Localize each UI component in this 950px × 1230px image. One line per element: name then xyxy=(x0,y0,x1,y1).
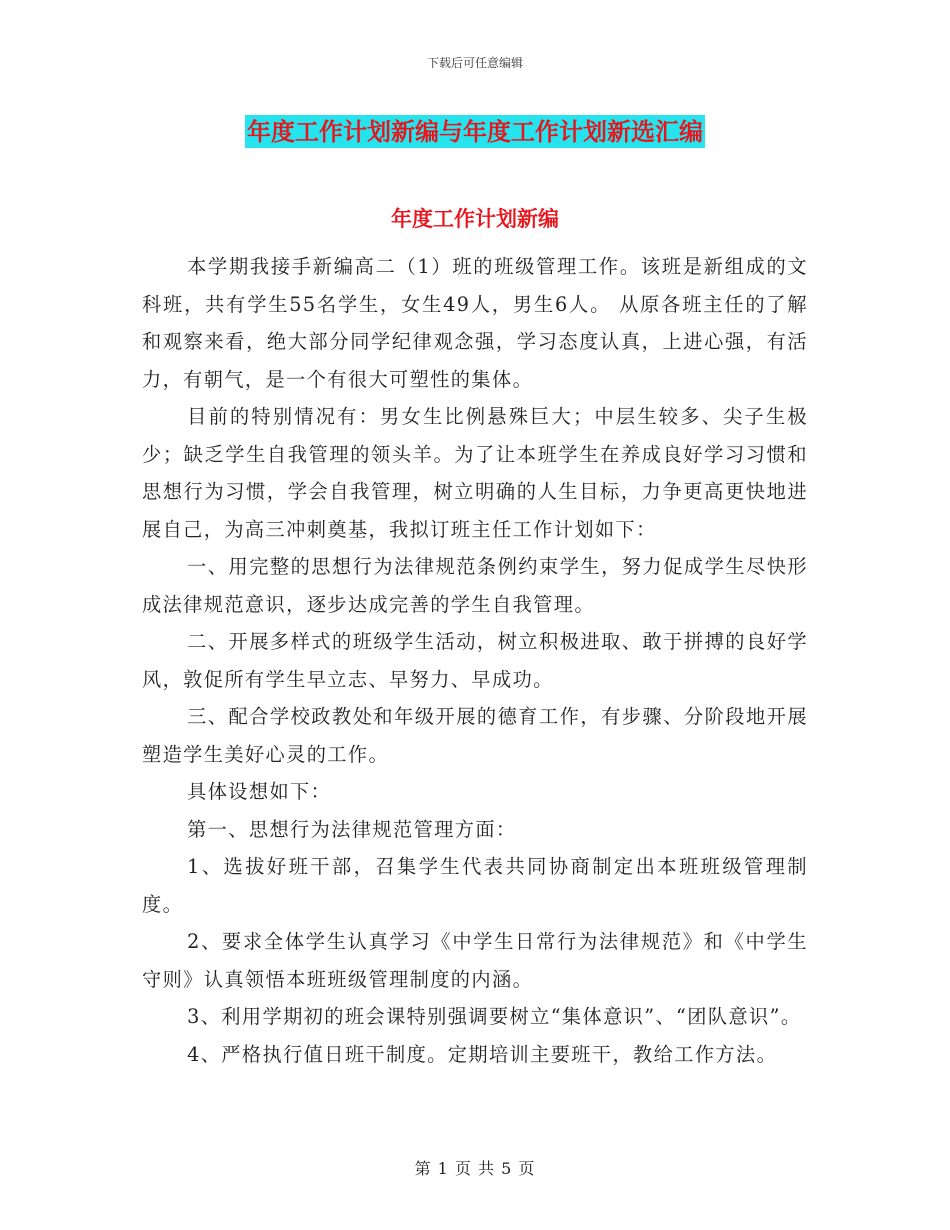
paragraph: 二、开展多样式的班级学生活动，树立积极进取、敢于拼搏的良好学风，敦促所有学生早立志、早努力、早成功。 xyxy=(142,630,808,691)
paragraph: 本学期我接手新编高二（1）班的班级管理工作。该班是新组成的文科班，共有学生55名学生，女生49人，男生6人。 从原各班主任的了解和观察来看，绝大部分同学纪律观念强，学习态度认真，上进心强，有活力，有朝气，是一个有很大可塑性的集体。 xyxy=(142,255,808,391)
paragraph: 1、选拔好班干部，召集学生代表共同协商制定出本班班级管理制度。 xyxy=(142,855,808,916)
page-footer: 第 1 页 共 5 页 xyxy=(414,1159,536,1178)
paragraph: 3、利用学期初的班会课特别强调要树立“集体意识”、“团队意识”。 xyxy=(187,1005,802,1028)
paragraph: 2、要求全体学生认真学习《中学生日常行为法律规范》和《中学生守则》认真领悟本班班级管理制度的内涵。 xyxy=(142,930,808,991)
paragraph: 4、严格执行值日班干制度。定期培训主要班干，教给工作方法。 xyxy=(187,1042,778,1066)
document-title-text: 年度工作计划新编与年度工作计划新选汇编 xyxy=(247,117,703,146)
paragraph: 一、用完整的思想行为法律规范条例约束学生，努力促成学生尽快形成法律规范意识，逐步达成完善的学生自我管理。 xyxy=(142,555,808,616)
paragraph: 三、配合学校政教处和年级开展的德育工作，有步骤、分阶段地开展塑造学生美好心灵的工作。 xyxy=(142,705,808,766)
paragraph: 第一、思想行为法律规范管理方面： xyxy=(187,817,517,841)
header-note: 下载后可任意编辑 xyxy=(426,56,523,70)
paragraph: 具体设想如下： xyxy=(187,780,332,803)
section-title: 年度工作计划新编 xyxy=(391,206,559,231)
document-body xyxy=(142,248,808,1073)
document-title xyxy=(0,112,950,147)
paragraph: 目前的特别情况有：男女生比例悬殊巨大；中层生较多、尖子生极少；缺乏学生自我管理的领头羊。为了让本班学生在养成良好学习习惯和思想行为习惯，学会自我管理，树立明确的人生目标，力争更高更快地进展自己，为高三冲刺奠基，我拟订班主任工作计划如下： xyxy=(142,405,808,541)
